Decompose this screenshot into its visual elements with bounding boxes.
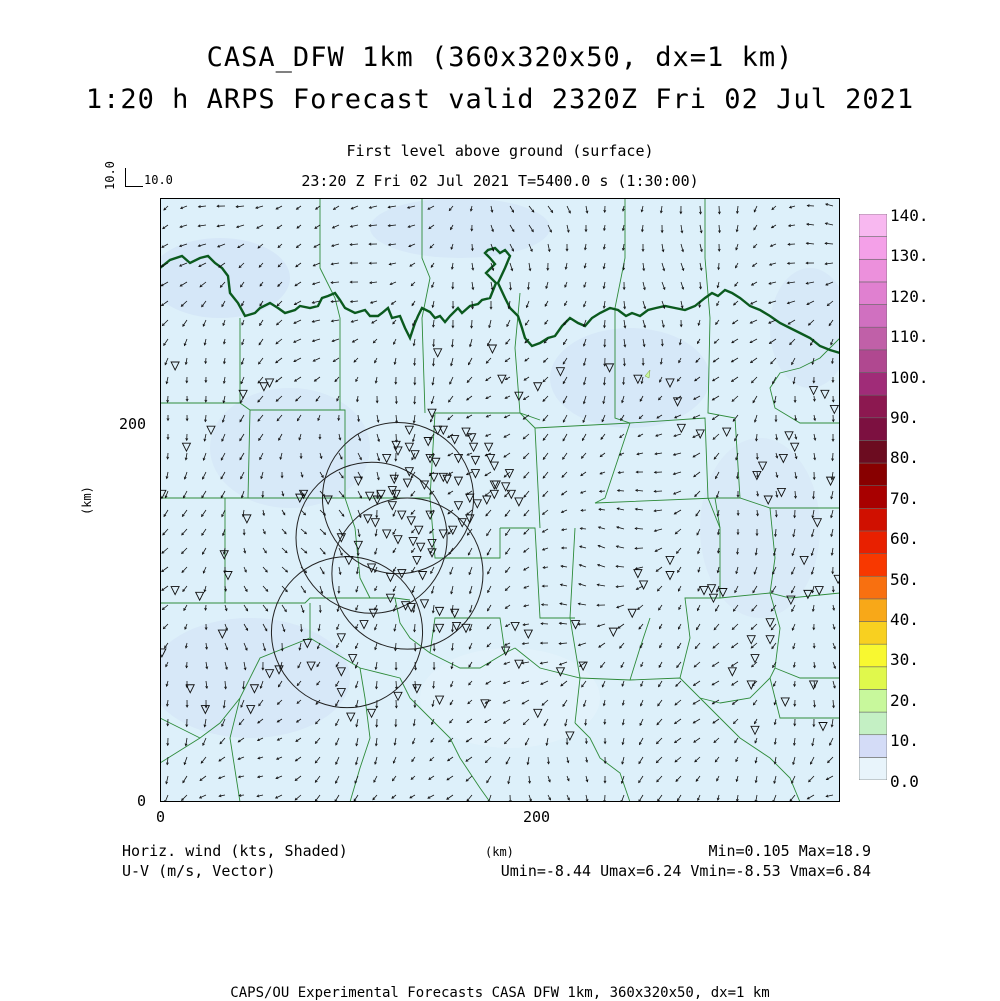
vector-field-label: U-V (m/s, Vector): [122, 862, 276, 880]
time-subtitle: 23:20 Z Fri 02 Jul 2021 T=5400.0 s (1:30:00): [0, 172, 1000, 190]
colorbar-label: 110.: [890, 327, 929, 346]
colorbar-swatch: [859, 395, 887, 418]
colorbar-label: 30.: [890, 650, 919, 669]
colorbar-label: 80.: [890, 448, 919, 467]
colorbar-swatch: [859, 689, 887, 712]
x-tick-0: 0: [156, 808, 165, 826]
vector-scale-horizontal-label: 10.0: [144, 173, 173, 187]
vector-scale-arrow-horizontal: [125, 186, 143, 187]
chart-title-line1: CASA_DFW 1km (360x320x50, dx=1 km): [0, 42, 1000, 73]
colorbar-swatch: [859, 644, 887, 667]
colorbar-swatch: [859, 327, 887, 350]
colorbar-swatch: [859, 508, 887, 531]
vector-scale-arrow-vertical: [125, 168, 126, 186]
colorbar-swatch: [859, 237, 887, 260]
level-subtitle: First level above ground (surface): [0, 142, 1000, 160]
colorbar-label: 70.: [890, 489, 919, 508]
wind-speed-colorbar: [859, 214, 887, 780]
footer-credit: CAPS/OU Experimental Forecasts CASA DFW 1km, 360x320x50, dx=1 km: [0, 985, 1000, 1001]
colorbar-swatch: [859, 712, 887, 735]
colorbar-label: 10.: [890, 731, 919, 750]
colorbar-label: 130.: [890, 246, 929, 265]
colorbar-swatch: [859, 214, 887, 237]
chart-title-line2: 1:20 h ARPS Forecast valid 2320Z Fri 02 Jul 2021: [0, 84, 1000, 115]
colorbar-swatch: [859, 259, 887, 282]
y-tick-200: 200: [119, 415, 146, 433]
colorbar-swatch: [859, 667, 887, 690]
colorbar-swatch: [859, 576, 887, 599]
colorbar-label: 0.0: [890, 772, 919, 791]
colorbar-swatch: [859, 372, 887, 395]
colorbar-swatch: [859, 282, 887, 305]
colorbar-swatch: [859, 463, 887, 486]
colorbar-swatch: [859, 735, 887, 758]
colorbar-swatch: [859, 622, 887, 645]
colorbar-swatch: [859, 350, 887, 373]
min-max-readout: Min=0.105 Max=18.9: [708, 842, 871, 860]
colorbar-swatch: [859, 440, 887, 463]
y-tick-0: 0: [137, 792, 146, 810]
colorbar-swatch: [859, 554, 887, 577]
colorbar-label: 40.: [890, 610, 919, 629]
colorbar-swatch: [859, 599, 887, 622]
uv-range-readout: Umin=-8.44 Umax=6.24 Vmin=-8.53 Vmax=6.84: [501, 862, 871, 880]
x-tick-200: 200: [523, 808, 550, 826]
y-axis-label: (km): [80, 486, 94, 515]
vector-scale-vertical-label: 10.0: [103, 161, 117, 190]
colorbar-swatch: [859, 486, 887, 509]
shaded-field-label: Horiz. wind (kts, Shaded): [122, 842, 348, 860]
colorbar-swatch: [859, 418, 887, 441]
colorbar-label: 20.: [890, 691, 919, 710]
colorbar-swatch: [859, 305, 887, 328]
colorbar-label: 90.: [890, 408, 919, 427]
colorbar-label: 100.: [890, 368, 929, 387]
colorbar-swatch: [859, 757, 887, 780]
colorbar-swatch: [859, 531, 887, 554]
colorbar-label: 140.: [890, 206, 929, 225]
wind-map-panel: [160, 198, 840, 802]
colorbar-label: 120.: [890, 287, 929, 306]
colorbar-label: 50.: [890, 570, 919, 589]
x-axis-label: (km): [485, 845, 514, 859]
colorbar-label: 60.: [890, 529, 919, 548]
